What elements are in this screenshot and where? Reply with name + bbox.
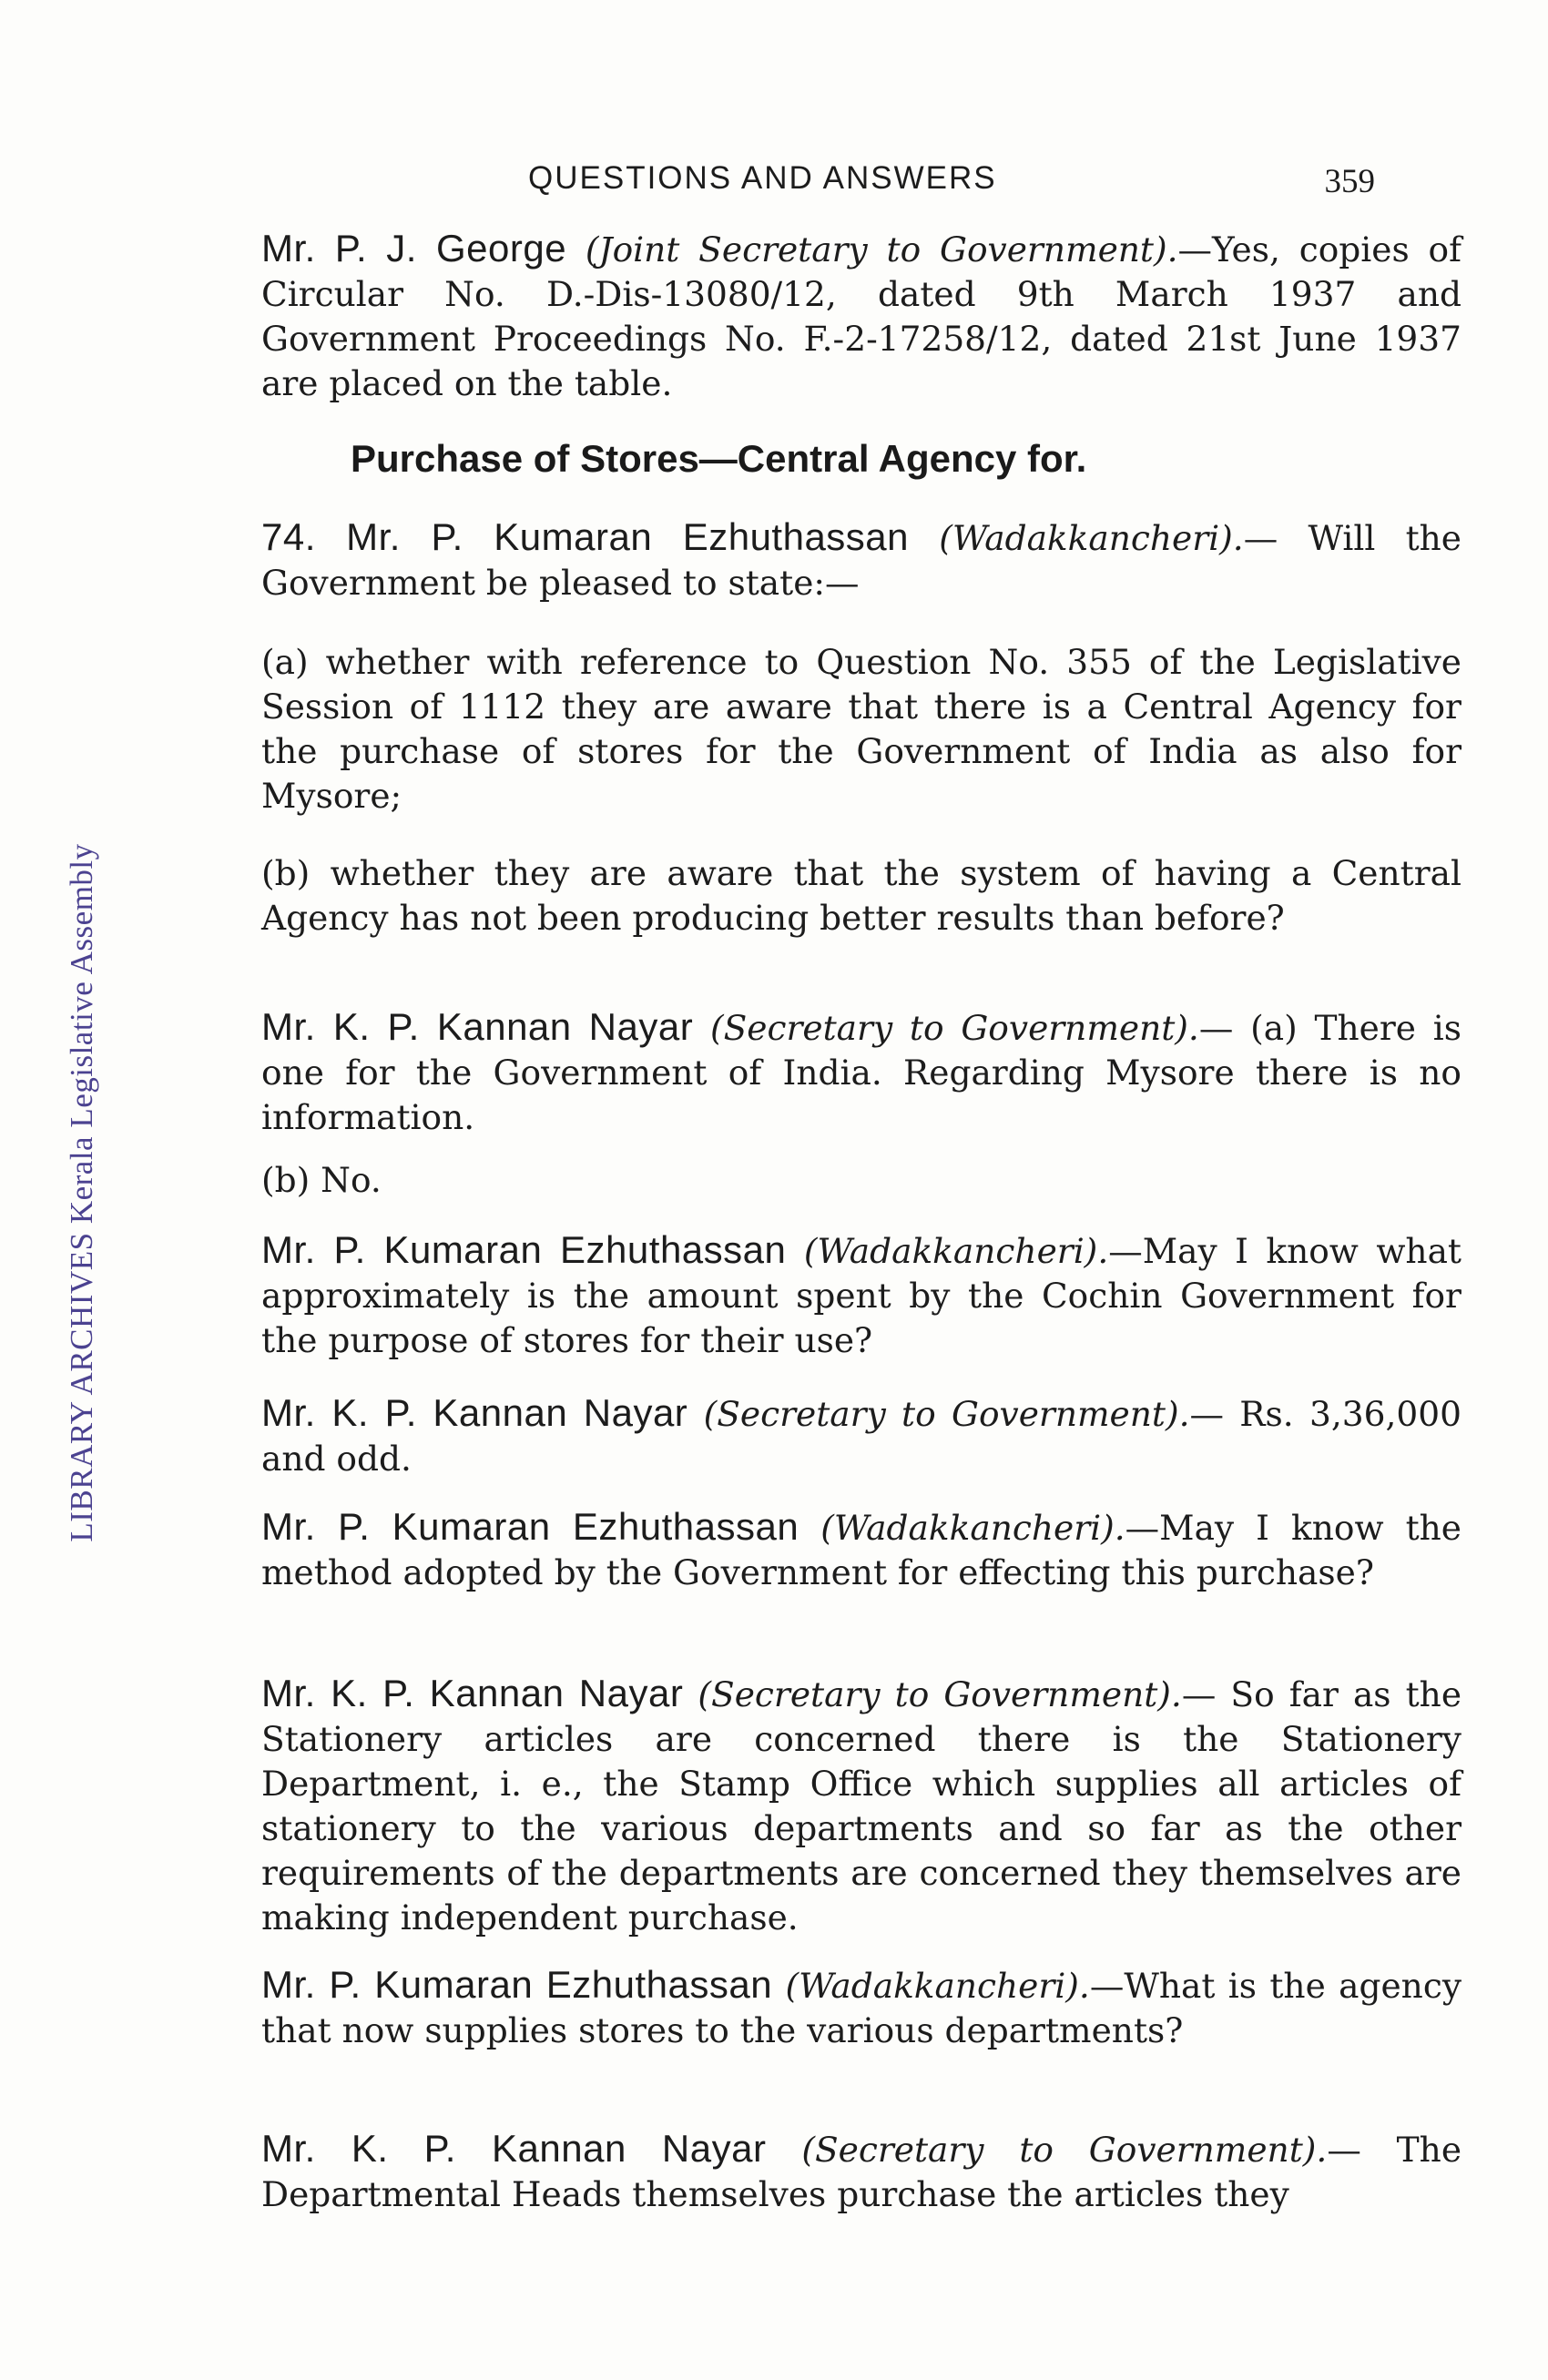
answer-part-b: (b) No. xyxy=(261,1160,382,1200)
speaker-name: Mr. P. Kumaran Ezhuthassan xyxy=(261,1505,799,1548)
running-head: QUESTIONS AND ANSWERS xyxy=(528,160,997,196)
paragraph-text: —May I know the method adopted by the Government for effecting this purchase? xyxy=(261,1508,1462,1592)
paragraph-text: — (a) There is one for the Government of India. Regarding Mysore there is no information. xyxy=(261,1008,1462,1137)
supplementary-question xyxy=(175,1227,1461,1363)
question-number: 74. xyxy=(261,515,316,558)
supplementary-question xyxy=(175,1962,1461,2053)
speaker-role: (Secretary to Government). xyxy=(709,1008,1199,1048)
question-part-a: (a) whether with reference to Question No. 355 of the Legislative Session of 1112 they are aware that there is a Central Agency for the purchase of stores for the Government of India as also for Mysore; xyxy=(261,642,1461,816)
speaker-name: Mr. P. Kumaran Ezhuthassan xyxy=(346,515,910,558)
paragraph-text: — Will the Government be pleased to state:— xyxy=(261,518,1462,603)
speaker-name: Mr. P. J. George xyxy=(261,227,567,270)
speaker-role: (Wadakkancheri). xyxy=(939,518,1244,558)
speaker-role: (Wadakkancheri). xyxy=(785,1966,1090,2006)
archive-watermark: LIBRARY ARCHIVES Kerala Legislative Assembly xyxy=(64,843,99,1542)
paragraph-text: —What is the agency that now supplies stores to the various departments? xyxy=(261,1966,1462,2050)
speaker-name: Mr. K. P. Kannan Nayar xyxy=(261,1005,694,1048)
supplementary-question xyxy=(175,1504,1461,1595)
speaker-name: Mr. P. Kumaran Ezhuthassan xyxy=(261,1228,787,1271)
speaker-role: (Secretary to Government). xyxy=(801,2130,1328,2170)
speaker-role: (Secretary to Government). xyxy=(703,1394,1190,1434)
paragraph xyxy=(175,226,1461,406)
paragraph-text: —May I know what approximately is the amount spent by the Cochin Government for the purpose of stores for their use? xyxy=(261,1231,1462,1360)
paragraph-text: — Rs. 3,36,000 and odd. xyxy=(261,1394,1461,1479)
question xyxy=(175,514,1461,605)
speaker-role: (Secretary to Government). xyxy=(698,1674,1182,1714)
paragraph-text: —Yes, copies of Circular No. D.-Dis-13080/12, dated 9th March 1937 and Government Proceedings No. F.-2-17258/12, dated 21st June 1937 are placed on the table. xyxy=(261,229,1462,403)
answer xyxy=(175,2126,1461,2217)
paragraph-text: — So far as the Stationery articles are concerned there is the Stationery Department, i. e., the Stamp Office which supplies all articles of stationery to the various departments and so far as the other requirements of the departments are concerned they themselves are making independent purchase. xyxy=(261,1674,1462,1938)
speaker-role: (Wadakkancheri). xyxy=(803,1231,1109,1271)
speaker-name: Mr. K. P. Kannan Nayar xyxy=(261,1391,688,1434)
speaker-name: Mr. K. P. Kannan Nayar xyxy=(261,1672,684,1714)
section-heading: Purchase of Stores—Central Agency for. xyxy=(351,437,1087,480)
speaker-name: Mr. P. Kumaran Ezhuthassan xyxy=(261,1963,773,2006)
paragraph-text: — The Departmental Heads themselves purchase the articles they xyxy=(261,2130,1462,2214)
answer xyxy=(175,1671,1461,1940)
answer xyxy=(175,1004,1461,1140)
answer xyxy=(175,1390,1461,1481)
speaker-name: Mr. K. P. Kannan Nayar xyxy=(261,2127,767,2170)
speaker-role: (Wadakkancheri). xyxy=(820,1508,1125,1548)
question-part-b: (b) whether they are aware that the system of having a Central Agency has not been producing better results than before? xyxy=(261,853,1461,938)
page-number: 359 xyxy=(1324,163,1375,200)
speaker-role: (Joint Secretary to Government). xyxy=(585,229,1178,270)
